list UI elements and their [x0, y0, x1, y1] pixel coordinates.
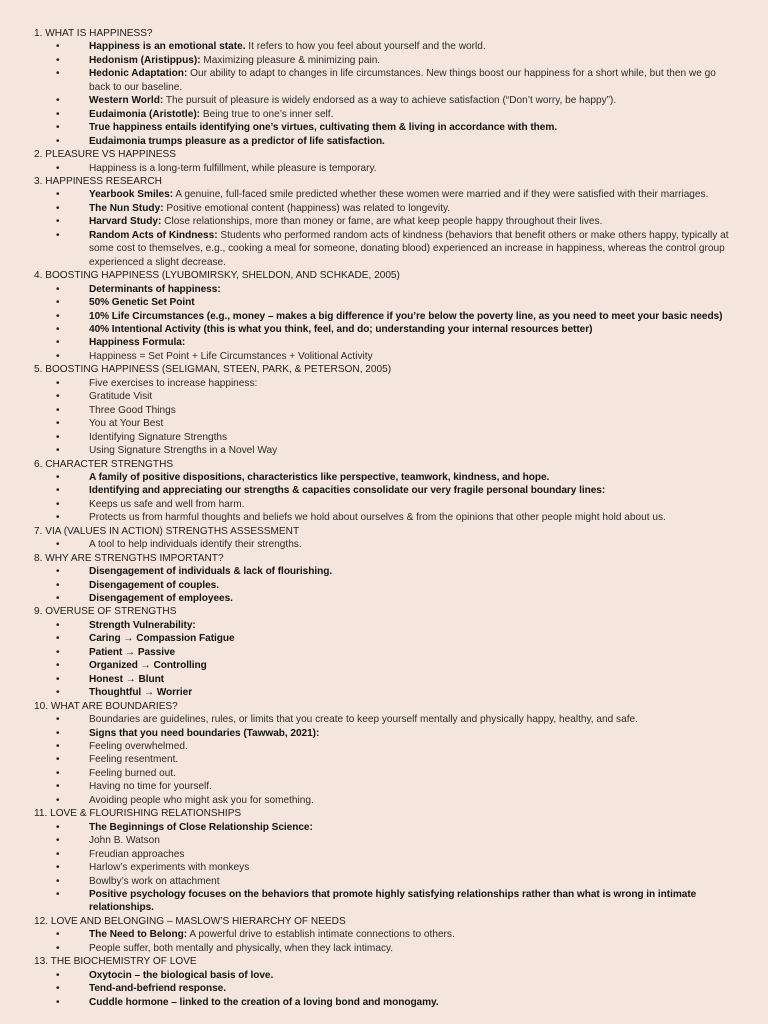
item-text: Eudaimonia trumps pleasure as a predictor of life satisfaction.	[89, 135, 385, 147]
list-item	[34, 484, 738, 497]
list-item	[34, 969, 738, 982]
bullet-list	[34, 619, 738, 700]
item-text: Identifying Signature Strengths	[89, 431, 228, 443]
bullet-icon: •	[56, 485, 60, 497]
bullet-icon: •	[56, 68, 60, 80]
bullet-list	[34, 969, 738, 1009]
item-text: Five exercises to increase happiness:	[89, 377, 258, 389]
list-item	[34, 780, 738, 793]
bullet-icon: •	[56, 391, 60, 403]
item-text: The Beginnings of Close Relationship Science:	[89, 821, 313, 833]
item-text: Students who performed random acts of kindness (behaviors that benefit others or make others happy, typically at some cost to themselves, e.g., cooking a meal for someone, donating blood) experienced an increase in happiness, whereas the control group experienced a slight decrease.	[89, 229, 729, 268]
bullet-icon: •	[56, 687, 60, 699]
bullet-list	[34, 471, 738, 525]
bullet-icon: •	[56, 108, 60, 120]
bullet-icon: •	[56, 821, 60, 833]
bullet-icon: •	[56, 727, 60, 739]
bullet-icon: •	[56, 862, 60, 874]
bullet-icon: •	[56, 714, 60, 726]
item-text: 40% Intentional Activity (this is what you think, feel, and do; understanding your internal resources better)	[89, 323, 593, 335]
item-label: The Nun Study:	[89, 202, 164, 214]
item-text: Identifying and appreciating our strengths & capacities consolidate our very fragile personal boundary lines:	[89, 485, 606, 497]
item-text: Bowlby’s work on attachment	[89, 875, 220, 887]
item-text: Freudian approaches	[89, 848, 185, 860]
section	[34, 458, 738, 525]
list-item	[34, 646, 738, 659]
item-text: Harlow’s experiments with monkeys	[89, 862, 250, 874]
bullet-list	[34, 821, 738, 915]
list-item	[34, 928, 738, 941]
bullet-icon: •	[56, 337, 60, 349]
bullet-icon: •	[56, 498, 60, 510]
bullet-icon: •	[56, 593, 60, 605]
item-label: Yearbook Smiles:	[89, 189, 174, 201]
item-text: Disengagement of employees.	[89, 593, 233, 605]
bullet-icon: •	[56, 41, 60, 53]
item-text: John B. Watson	[89, 835, 160, 847]
bullet-icon: •	[56, 794, 60, 806]
item-text: Happiness is a long-term fulfillment, while pleasure is temporary.	[89, 162, 377, 174]
list-item	[34, 875, 738, 888]
item-text: Happiness Formula:	[89, 337, 186, 349]
list-item	[34, 565, 738, 578]
item-text: Oxytocin – the biological basis of love.	[89, 969, 274, 981]
item-text: Tend-and-befriend response.	[89, 983, 226, 995]
item-text: Disengagement of individuals & lack of flourishing.	[89, 566, 333, 578]
list-item	[34, 215, 738, 228]
list-item	[34, 323, 738, 336]
section	[34, 807, 738, 915]
item-label: Eudaimonia (Aristotle):	[89, 108, 201, 120]
section	[34, 605, 738, 699]
item-text: Our ability to adapt to changes in life circumstances. New things boost our happiness for a short while, but then we go back to our baseline.	[89, 68, 716, 93]
list-item	[34, 686, 738, 699]
item-text: Feeling burned out.	[89, 767, 176, 779]
list-item	[34, 471, 738, 484]
bullet-icon: •	[56, 929, 60, 941]
list-item	[34, 108, 738, 121]
bullet-icon: •	[56, 983, 60, 995]
bullet-icon: •	[56, 512, 60, 524]
item-text: People suffer, both mentally and physically, when they lack intimacy.	[89, 942, 394, 954]
item-text: Feeling overwhelmed.	[89, 741, 188, 753]
item-text: Keeps us safe and well from harm.	[89, 498, 245, 510]
section-heading: 10. WHAT ARE BOUNDARIES?	[34, 700, 178, 712]
item-text: Close relationships, more than money or fame, are what keep people happy throughout their lives.	[161, 216, 603, 228]
list-item	[34, 67, 738, 94]
section-heading: 9. OVERUSE OF STRENGTHS	[34, 606, 177, 618]
item-text: A tool to help individuals identify their strengths.	[89, 539, 302, 551]
section-heading: 2. PLEASURE VS HAPPINESS	[34, 149, 176, 161]
item-text: Happiness = Set Point + Life Circumstances + Volitional Activity	[89, 350, 373, 362]
item-text: 50% Genetic Set Point	[89, 297, 195, 309]
section-heading: 3. HAPPINESS RESEARCH	[34, 175, 162, 187]
bullet-icon: •	[56, 135, 60, 147]
item-text: Strength Vulnerability:	[89, 619, 196, 631]
list-item	[34, 632, 738, 645]
section-heading: 1. WHAT IS HAPPINESS?	[34, 28, 153, 39]
item-text: A family of positive dispositions, characteristics like perspective, teamwork, kindness, and hope.	[89, 471, 550, 483]
list-item	[34, 861, 738, 874]
item-text: Having no time for yourself.	[89, 781, 212, 793]
bullet-list	[34, 538, 738, 551]
list-item	[34, 336, 738, 349]
bullet-icon: •	[56, 673, 60, 685]
item-text: Cuddle hormone – linked to the creation of a loving bond and monogamy.	[89, 996, 439, 1008]
section-heading: 8. WHY ARE STRENGTHS IMPORTANT?	[34, 552, 224, 564]
section-heading: 12. LOVE AND BELONGING – MASLOW’S HIERARCHY OF NEEDS	[34, 915, 346, 927]
list-item	[34, 40, 738, 53]
item-text: Determinants of happiness:	[89, 283, 221, 295]
item-text: A genuine, full-faced smile predicted whether these women were married and if they were satisfied with their marriages.	[173, 189, 709, 201]
item-text: Positive emotional content (happiness) was related to longevity.	[163, 202, 451, 214]
item-text: Avoiding people who might ask you for something.	[89, 794, 314, 806]
section-heading: 13. THE BIOCHEMISTRY OF LOVE	[34, 956, 197, 968]
section	[34, 552, 738, 606]
list-item	[34, 740, 738, 753]
bullet-icon: •	[56, 848, 60, 860]
list-item	[34, 619, 738, 632]
bullet-icon: •	[56, 189, 60, 201]
bullet-list	[34, 565, 738, 605]
list-item	[34, 834, 738, 847]
item-text: Signs that you need boundaries (Tawwab, 2021):	[89, 727, 320, 739]
list-item	[34, 162, 738, 175]
section-heading: 4. BOOSTING HAPPINESS (LYUBOMIRSKY, SHELDON, AND SCHKADE, 2005)	[34, 270, 400, 282]
item-text: A powerful drive to establish intimate connections to others.	[187, 929, 455, 941]
bullet-list	[34, 40, 738, 148]
bullet-icon: •	[56, 996, 60, 1008]
item-text: True happiness entails identifying one’s virtues, cultivating them & living in accordance with them.	[89, 122, 558, 134]
item-label: The Need to Belong:	[89, 929, 188, 941]
bullet-icon: •	[56, 162, 60, 174]
bullet-icon: •	[56, 942, 60, 954]
list-item	[34, 821, 738, 834]
list-item	[34, 511, 738, 524]
section	[34, 175, 738, 269]
item-label: Hedonic Adaptation:	[89, 68, 188, 80]
bullet-icon: •	[56, 122, 60, 134]
bullet-list	[34, 283, 738, 364]
bullet-icon: •	[56, 781, 60, 793]
bullet-icon: •	[56, 283, 60, 295]
item-text: Feeling resentment.	[89, 754, 179, 766]
item-text: 10% Life Circumstances (e.g., money – makes a big difference if you’re below the poverty line, as you need to meet your basic needs)	[89, 310, 723, 322]
list-item	[34, 767, 738, 780]
list-item	[34, 390, 738, 403]
list-item	[34, 538, 738, 551]
section	[34, 269, 738, 363]
bullet-icon: •	[56, 431, 60, 443]
section	[34, 363, 738, 457]
list-item	[34, 996, 738, 1009]
list-item	[34, 713, 738, 726]
list-item	[34, 982, 738, 995]
list-item	[34, 188, 738, 201]
item-text: Being true to one’s inner self.	[200, 108, 334, 120]
bullet-icon: •	[56, 566, 60, 578]
list-item	[34, 135, 738, 148]
item-text: The pursuit of pleasure is widely endorsed as a way to achieve satisfaction (“Don’t worry, be happy”).	[163, 95, 617, 107]
bullet-icon: •	[56, 54, 60, 66]
section-heading: 6. CHARACTER STRENGTHS	[34, 458, 174, 470]
bullet-icon: •	[56, 969, 60, 981]
bullet-icon: •	[56, 619, 60, 631]
bullet-list	[34, 377, 738, 458]
item-text: Boundaries are guidelines, rules, or limits that you create to keep yourself mentally and physically happy, healthy, and safe.	[89, 714, 638, 726]
bullet-icon: •	[56, 767, 60, 779]
item-text: Using Signature Strengths in a Novel Way	[89, 445, 278, 457]
list-item	[34, 350, 738, 363]
section	[34, 700, 738, 808]
list-item	[34, 54, 738, 67]
list-item	[34, 377, 738, 390]
bullet-icon: •	[56, 404, 60, 416]
list-item	[34, 121, 738, 134]
bullet-icon: •	[56, 323, 60, 335]
list-item	[34, 296, 738, 309]
section	[34, 915, 738, 955]
bullet-icon: •	[56, 297, 60, 309]
bullet-icon: •	[56, 741, 60, 753]
item-text: Patient → Passive	[89, 646, 176, 658]
bullet-icon: •	[56, 889, 60, 900]
section	[34, 955, 738, 1009]
bullet-icon: •	[56, 229, 60, 241]
section-heading: 7. VIA (VALUES IN ACTION) STRENGTHS ASSESSMENT	[34, 525, 300, 537]
item-label: Hedonism (Aristippus):	[89, 54, 201, 66]
bullet-icon: •	[56, 633, 60, 645]
list-item	[34, 942, 738, 955]
list-item	[34, 673, 738, 686]
list-item	[34, 404, 738, 417]
list-item	[34, 794, 738, 807]
bullet-icon: •	[56, 418, 60, 430]
item-text: Gratitude Visit	[89, 391, 153, 403]
list-item	[34, 283, 738, 296]
item-text: Three Good Things	[89, 404, 176, 416]
list-item	[34, 229, 738, 269]
item-text: Caring → Compassion Fatigue	[89, 633, 235, 645]
item-text: Positive psychology focuses on the behaviors that promote highly satisfying relationships rather than what is wrong in intimate relationships.	[89, 889, 697, 914]
bullet-icon: •	[56, 754, 60, 766]
bullet-icon: •	[56, 471, 60, 483]
bullet-icon: •	[56, 835, 60, 847]
item-text: Protects us from harmful thoughts and beliefs we hold about ourselves & from the opinions that other people might hold about us.	[89, 512, 666, 524]
list-item	[34, 498, 738, 511]
bullet-icon: •	[56, 350, 60, 362]
list-item	[34, 888, 738, 915]
bullet-icon: •	[56, 310, 60, 322]
item-label: Random Acts of Kindness:	[89, 229, 218, 241]
section	[34, 148, 738, 175]
bullet-list	[34, 188, 738, 269]
bullet-icon: •	[56, 95, 60, 107]
bullet-icon: •	[56, 579, 60, 591]
list-item	[34, 753, 738, 766]
item-text: You at Your Best	[89, 418, 164, 430]
item-text: Thoughtful → Worrier	[89, 687, 193, 699]
list-item	[34, 310, 738, 323]
bullet-icon: •	[56, 445, 60, 457]
bullet-icon: •	[56, 216, 60, 228]
bullet-icon: •	[56, 660, 60, 672]
bullet-icon: •	[56, 377, 60, 389]
bullet-icon: •	[56, 539, 60, 551]
list-item	[34, 848, 738, 861]
list-item	[34, 417, 738, 430]
section-heading: 5. BOOSTING HAPPINESS (SELIGMAN, STEEN, PARK, & PETERSON, 2005)	[34, 364, 392, 376]
list-item	[34, 727, 738, 740]
bullet-icon: •	[56, 646, 60, 658]
list-item	[34, 94, 738, 107]
section-heading: 11. LOVE & FLOURISHING RELATIONSHIPS	[34, 808, 242, 820]
list-item	[34, 202, 738, 215]
item-text: It refers to how you feel about yourself and the world.	[245, 41, 486, 53]
bullet-icon: •	[56, 875, 60, 887]
list-item	[34, 431, 738, 444]
list-item	[34, 444, 738, 457]
list-item	[34, 592, 738, 605]
item-text: Disengagement of couples.	[89, 579, 219, 591]
item-text: Organized → Controlling	[89, 660, 207, 672]
item-label: Harvard Study:	[89, 216, 162, 228]
item-text: Maximizing pleasure & minimizing pain.	[200, 54, 381, 66]
bullet-list	[34, 928, 738, 955]
list-item	[34, 659, 738, 672]
bullet-list	[34, 162, 738, 175]
section	[34, 27, 738, 148]
bullet-list	[34, 713, 738, 807]
section	[34, 525, 738, 552]
item-label: Happiness is an emotional state.	[89, 41, 246, 53]
list-item	[34, 579, 738, 592]
bullet-icon: •	[56, 202, 60, 214]
item-label: Western World:	[89, 95, 164, 107]
item-text: Honest → Blunt	[89, 673, 164, 685]
